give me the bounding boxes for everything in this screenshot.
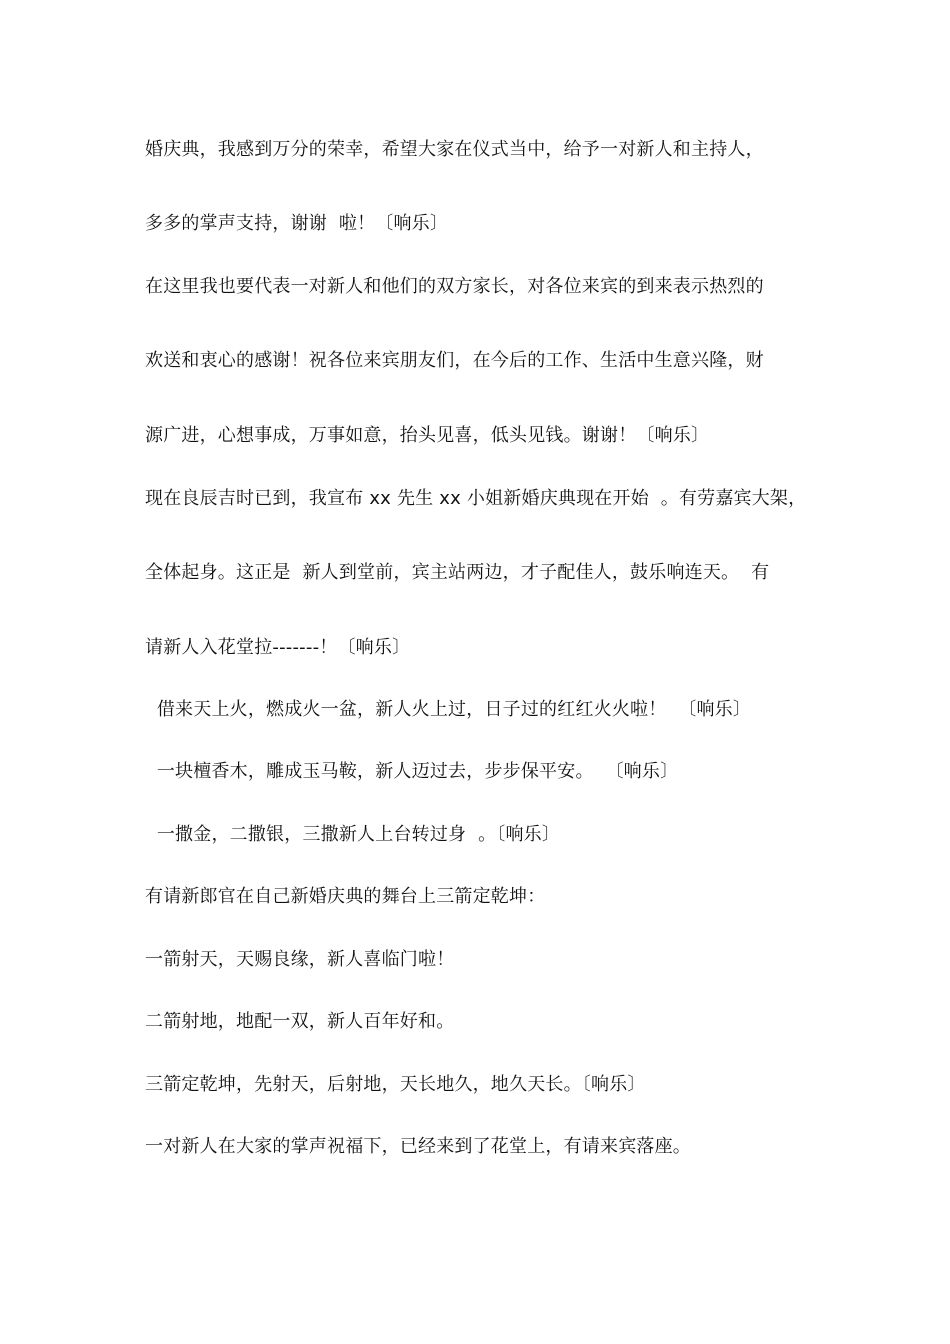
text-line: 请新人入花堂拉-------！〔响乐〕	[145, 637, 411, 658]
text-line: 借来天上火，燃成火一盆，新人火上过，日子过的红红火火啦！ 〔响乐〕	[145, 699, 752, 720]
text-line: 一箭射天，天赐良缘，新人喜临门啦！	[145, 949, 455, 970]
text-line: 三箭定乾坤，先射天，后射地，天长地久，地久天长。〔响乐〕	[145, 1074, 646, 1095]
text-line: 多多的掌声支持，谢谢 啦！〔响乐〕	[145, 213, 449, 234]
text-line: 一块檀香木，雕成玉马鞍，新人迈过去，步步保平安。 〔响乐〕	[145, 761, 679, 782]
text-line: 二箭射地，地配一双，新人百年好和。	[145, 1011, 455, 1032]
text-line: 婚庆典，我感到万分的荣幸，希望大家在仪式当中，给予一对新人和主持人，	[145, 139, 764, 160]
text-line: 有请新郎官在自己新婚庆典的舞台上三箭定乾坤：	[145, 886, 546, 907]
text-line: 一对新人在大家的掌声祝福下，已经来到了花堂上，有请来宾落座。	[145, 1136, 691, 1157]
text-line: 在这里我也要代表一对新人和他们的双方家长，对各位来宾的到来表示热烈的	[145, 276, 764, 297]
text-line: 现在良辰吉时已到，我宣布 xx 先生 xx 小姐新婚庆典现在开始 。有劳嘉宾大架，	[145, 488, 807, 509]
text-line: 全体起身。这正是 新人到堂前，宾主站两边，才子配佳人，鼓乐响连天。 有	[145, 562, 770, 583]
text-line: 欢送和衷心的感谢！祝各位来宾朋友们，在今后的工作、生活中生意兴隆，财	[145, 350, 764, 371]
text-line: 一撒金，二撒银，三撒新人上台转过身 。〔响乐〕	[145, 824, 561, 845]
text-line: 源广进，心想事成，万事如意，抬头见喜，低头见钱。谢谢！〔响乐〕	[145, 425, 710, 446]
